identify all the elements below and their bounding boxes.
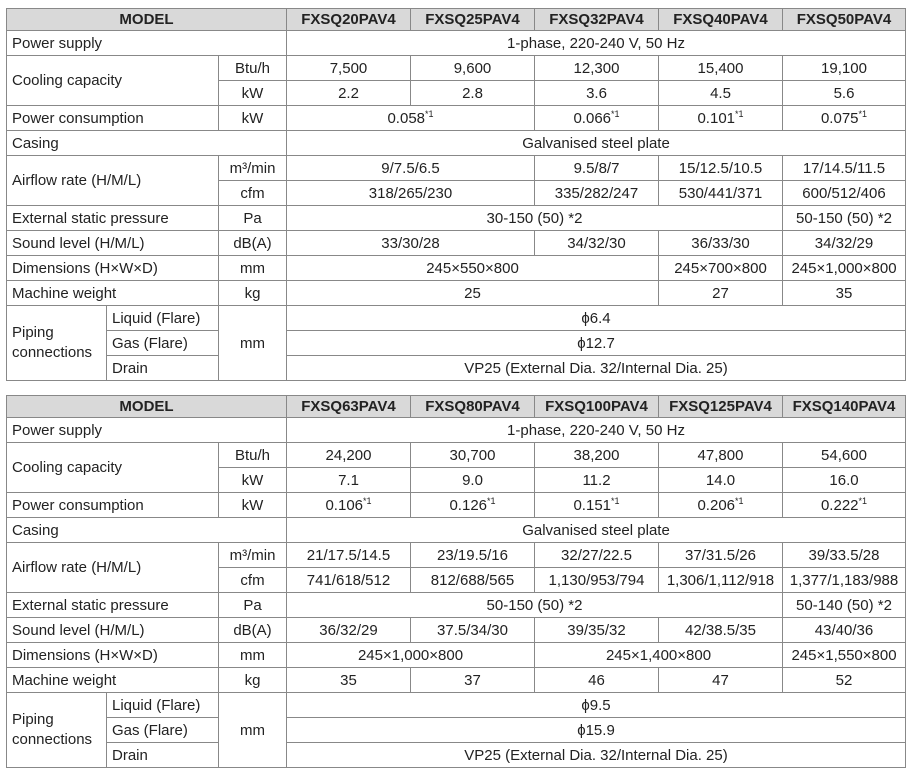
cell-value: 36/32/29: [287, 618, 411, 643]
cell-value: 9/7.5/6.5: [287, 156, 535, 181]
value-text: 0.101: [697, 110, 736, 127]
cell-value: 52: [783, 668, 906, 693]
cell-value: 245×1,400×800: [535, 643, 783, 668]
cell-value: 12,300: [535, 56, 659, 81]
cell-value: ϕ9.5: [287, 693, 906, 718]
cell-value: 16.0: [783, 468, 906, 493]
sub-label: Drain: [107, 356, 219, 381]
row-label: Sound level (H/M/L): [7, 231, 219, 256]
model-name: FXSQ20PAV4: [287, 9, 411, 31]
cell-value: 600/512/406: [783, 181, 906, 206]
cell-value: 24,200: [287, 443, 411, 468]
value-text: 0.126: [449, 497, 488, 514]
value-text: 0.075: [820, 110, 859, 127]
weight-row: [7, 281, 906, 306]
cell-value: 47: [659, 668, 783, 693]
power-supply-row: [7, 31, 906, 56]
spec-table-1: [6, 8, 906, 381]
cell-value: 14.0: [659, 468, 783, 493]
cell-value: [659, 493, 783, 518]
cell-value: 2.8: [411, 81, 535, 106]
unit-label: kg: [219, 281, 287, 306]
cell-value: VP25 (External Dia. 32/Internal Dia. 25): [287, 743, 906, 768]
cell-value: [535, 106, 659, 131]
model-header-row: [7, 9, 906, 31]
cell-value: 37.5/34/30: [411, 618, 535, 643]
unit-label: m³/min: [219, 156, 287, 181]
footnote-mark: *1: [611, 496, 620, 506]
unit-label: m³/min: [219, 543, 287, 568]
airflow-m3-row: [7, 156, 906, 181]
cell-value: [535, 493, 659, 518]
cell-value: 4.5: [659, 81, 783, 106]
cell-value: 7,500: [287, 56, 411, 81]
footnote-mark: *1: [735, 109, 744, 119]
value-text: 0.151: [573, 497, 612, 514]
esp-row: [7, 206, 906, 231]
unit-label: Pa: [219, 206, 287, 231]
row-label: Piping connections: [7, 306, 107, 381]
cell-value: 5.6: [783, 81, 906, 106]
row-label: Casing: [7, 131, 287, 156]
footnote-mark: *1: [363, 496, 372, 506]
row-label: Cooling capacity: [7, 443, 219, 493]
cooling-btu-row: [7, 56, 906, 81]
unit-label: kW: [219, 106, 287, 131]
row-label: Airflow rate (H/M/L): [7, 543, 219, 593]
cell-value: 23/19.5/16: [411, 543, 535, 568]
cell-value: 1,306/1,112/918: [659, 568, 783, 593]
cell-value: 335/282/247: [535, 181, 659, 206]
row-label: External static pressure: [7, 206, 219, 231]
cell-value: 245×1,000×800: [783, 256, 906, 281]
cell-value: 11.2: [535, 468, 659, 493]
unit-label: kW: [219, 81, 287, 106]
unit-label: cfm: [219, 181, 287, 206]
cell-value: 15,400: [659, 56, 783, 81]
sub-label: Gas (Flare): [107, 718, 219, 743]
cell-value: 812/688/565: [411, 568, 535, 593]
unit-label: mm: [219, 256, 287, 281]
cell-value: 19,100: [783, 56, 906, 81]
cell-value: 36/33/30: [659, 231, 783, 256]
cell-value: 530/441/371: [659, 181, 783, 206]
row-label: Sound level (H/M/L): [7, 618, 219, 643]
model-name: FXSQ140PAV4: [783, 396, 906, 418]
cell-value: 3.6: [535, 81, 659, 106]
model-name: FXSQ63PAV4: [287, 396, 411, 418]
row-label: External static pressure: [7, 593, 219, 618]
weight-row: [7, 668, 906, 693]
cell-value: 15/12.5/10.5: [659, 156, 783, 181]
cell-value: [783, 493, 906, 518]
cell-value: VP25 (External Dia. 32/Internal Dia. 25): [287, 356, 906, 381]
model-name: FXSQ80PAV4: [411, 396, 535, 418]
row-label: Piping connections: [7, 693, 107, 768]
spec-table-2: [6, 395, 906, 768]
power-consumption-row: [7, 493, 906, 518]
unit-label: kW: [219, 493, 287, 518]
footnote-mark: *1: [735, 496, 744, 506]
cell-value: [287, 106, 535, 131]
value-text: 0.058: [387, 110, 426, 127]
cell-value: 1,130/953/794: [535, 568, 659, 593]
model-header-row: [7, 396, 906, 418]
cell-value: 50-150 (50) *2: [783, 206, 906, 231]
sub-label: Gas (Flare): [107, 331, 219, 356]
unit-label: kg: [219, 668, 287, 693]
piping-gas-row: [7, 718, 906, 743]
piping-drain-row: [7, 356, 906, 381]
cell-value: 1,377/1,183/988: [783, 568, 906, 593]
cell-value: [783, 106, 906, 131]
model-name: FXSQ125PAV4: [659, 396, 783, 418]
value-text: 0.066: [573, 110, 612, 127]
row-label: Cooling capacity: [7, 56, 219, 106]
cell-value: 34/32/30: [535, 231, 659, 256]
cell-value: 1-phase, 220-240 V, 50 Hz: [287, 31, 906, 56]
cell-value: 245×550×800: [287, 256, 659, 281]
model-name: FXSQ25PAV4: [411, 9, 535, 31]
airflow-m3-row: [7, 543, 906, 568]
unit-label: cfm: [219, 568, 287, 593]
row-label: Machine weight: [7, 281, 219, 306]
cell-value: 245×700×800: [659, 256, 783, 281]
cell-value: 2.2: [287, 81, 411, 106]
cell-value: 46: [535, 668, 659, 693]
unit-label: Pa: [219, 593, 287, 618]
cell-value: ϕ12.7: [287, 331, 906, 356]
unit-label: mm: [219, 643, 287, 668]
cell-value: 42/38.5/35: [659, 618, 783, 643]
row-label: Power supply: [7, 31, 287, 56]
cell-value: 32/27/22.5: [535, 543, 659, 568]
cell-value: 50-150 (50) *2: [287, 593, 783, 618]
sound-row: [7, 618, 906, 643]
row-label: Dimensions (H×W×D): [7, 643, 219, 668]
cell-value: 9,600: [411, 56, 535, 81]
cell-value: 37/31.5/26: [659, 543, 783, 568]
unit-label: mm: [219, 693, 287, 768]
value-text: 0.106: [325, 497, 364, 514]
cell-value: 25: [287, 281, 659, 306]
cell-value: 50-140 (50) *2: [783, 593, 906, 618]
row-label: Power supply: [7, 418, 287, 443]
cell-value: 30-150 (50) *2: [287, 206, 783, 231]
cell-value: 37: [411, 668, 535, 693]
casing-row: [7, 131, 906, 156]
cell-value: 54,600: [783, 443, 906, 468]
cell-value: 39/35/32: [535, 618, 659, 643]
cell-value: [287, 493, 411, 518]
esp-row: [7, 593, 906, 618]
value-text: 0.206: [697, 497, 736, 514]
cell-value: 245×1,550×800: [783, 643, 906, 668]
cell-value: 318/265/230: [287, 181, 535, 206]
model-name: FXSQ100PAV4: [535, 396, 659, 418]
sub-label: Liquid (Flare): [107, 693, 219, 718]
cell-value: ϕ6.4: [287, 306, 906, 331]
footnote-mark: *1: [487, 496, 496, 506]
cell-value: 30,700: [411, 443, 535, 468]
model-name: FXSQ50PAV4: [783, 9, 906, 31]
cell-value: 35: [287, 668, 411, 693]
cell-value: ϕ15.9: [287, 718, 906, 743]
cell-value: 27: [659, 281, 783, 306]
sub-label: Drain: [107, 743, 219, 768]
model-name: FXSQ32PAV4: [535, 9, 659, 31]
row-label: Airflow rate (H/M/L): [7, 156, 219, 206]
row-label: Power consumption: [7, 493, 219, 518]
unit-label: dB(A): [219, 231, 287, 256]
cell-value: [411, 493, 535, 518]
row-label: Machine weight: [7, 668, 219, 693]
footnote-mark: *1: [611, 109, 620, 119]
row-label: Dimensions (H×W×D): [7, 256, 219, 281]
cell-value: 245×1,000×800: [287, 643, 535, 668]
power-supply-row: [7, 418, 906, 443]
piping-gas-row: [7, 331, 906, 356]
cell-value: 38,200: [535, 443, 659, 468]
unit-label: Btu/h: [219, 443, 287, 468]
power-consumption-row: [7, 106, 906, 131]
cell-value: 9.5/8/7: [535, 156, 659, 181]
cell-value: 33/30/28: [287, 231, 535, 256]
model-label: MODEL: [7, 9, 287, 31]
cell-value: Galvanised steel plate: [287, 131, 906, 156]
unit-label: kW: [219, 468, 287, 493]
cooling-btu-row: [7, 443, 906, 468]
unit-label: dB(A): [219, 618, 287, 643]
piping-drain-row: [7, 743, 906, 768]
cell-value: 7.1: [287, 468, 411, 493]
dimensions-row: [7, 643, 906, 668]
cell-value: 1-phase, 220-240 V, 50 Hz: [287, 418, 906, 443]
unit-label: Btu/h: [219, 56, 287, 81]
sub-label: Liquid (Flare): [107, 306, 219, 331]
cell-value: 17/14.5/11.5: [783, 156, 906, 181]
casing-row: [7, 518, 906, 543]
row-label: Power consumption: [7, 106, 219, 131]
sound-row: [7, 231, 906, 256]
footnote-mark: *1: [858, 109, 868, 119]
cell-value: 21/17.5/14.5: [287, 543, 411, 568]
cell-value: 741/618/512: [287, 568, 411, 593]
cell-value: 47,800: [659, 443, 783, 468]
piping-liquid-row: [7, 693, 906, 718]
cell-value: Galvanised steel plate: [287, 518, 906, 543]
footnote-mark: *1: [858, 496, 868, 506]
dimensions-row: [7, 256, 906, 281]
cell-value: 34/32/29: [783, 231, 906, 256]
model-name: FXSQ40PAV4: [659, 9, 783, 31]
cell-value: 35: [783, 281, 906, 306]
model-label: MODEL: [7, 396, 287, 418]
piping-liquid-row: [7, 306, 906, 331]
cell-value: 9.0: [411, 468, 535, 493]
footnote-mark: *1: [425, 109, 434, 119]
cell-value: 39/33.5/28: [783, 543, 906, 568]
cell-value: 43/40/36: [783, 618, 906, 643]
row-label: Casing: [7, 518, 287, 543]
value-text: 0.222: [820, 497, 859, 514]
cell-value: [659, 106, 783, 131]
unit-label: mm: [219, 306, 287, 381]
